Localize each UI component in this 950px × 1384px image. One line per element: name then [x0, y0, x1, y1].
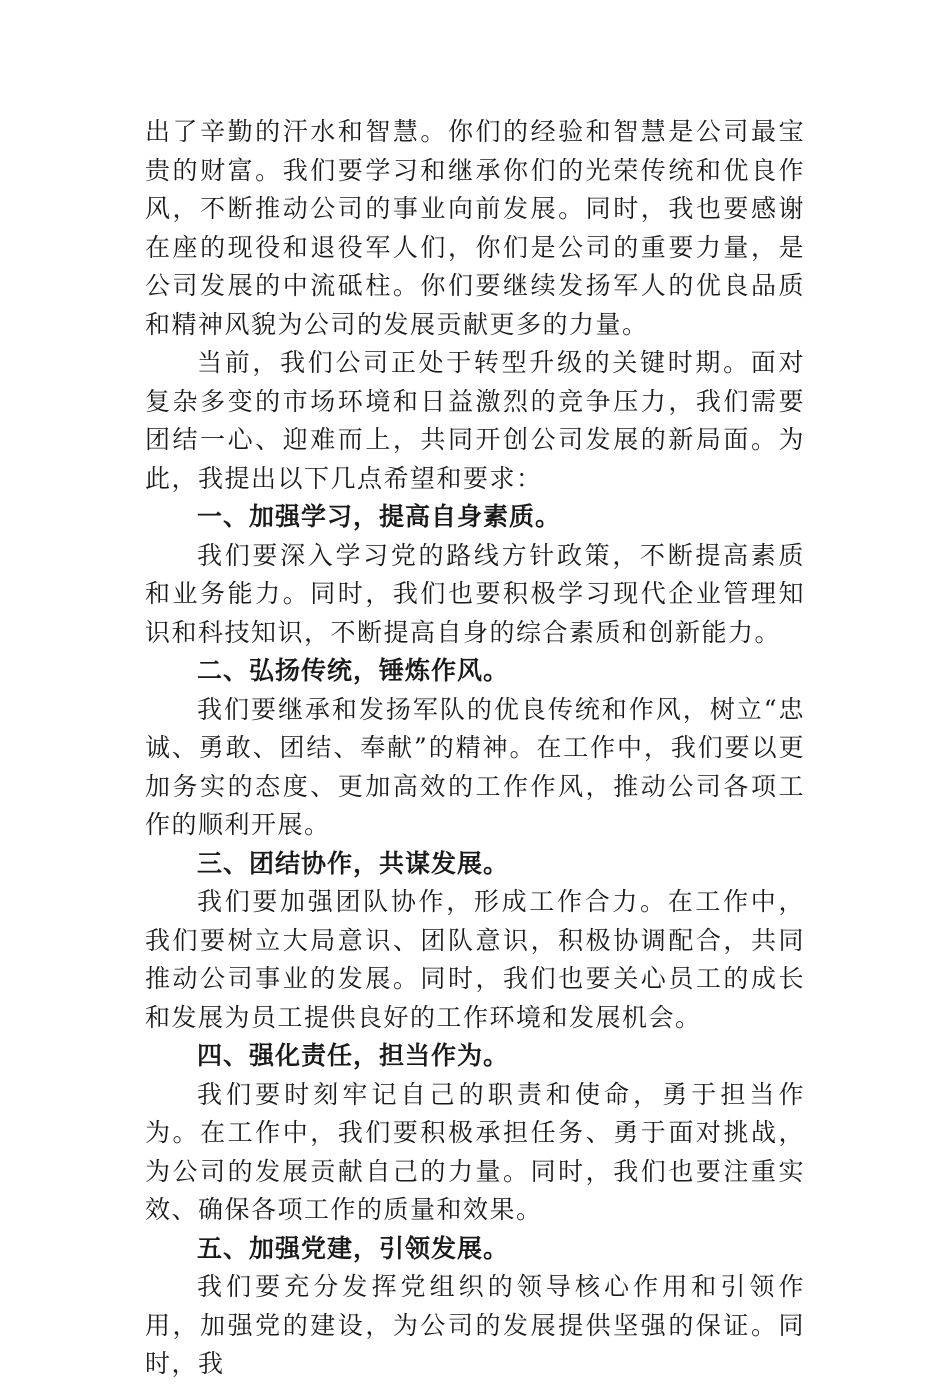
body-paragraph: 我们要时刻牢记自己的职责和使命，勇于担当作为。在工作中，我们要积极承担任务、勇于面对挑战，为公司的发展贡献自己的力量。同时，我们也要注重实效、确保各项工作的质量和效果。: [145, 1079, 805, 1224]
body-paragraph: 我们要加强团队协作，形成工作合力。在工作中，我们要树立大局意识、团队意识，积极协调配合，共同推动公司事业的发展。同时，我们也要关心员工的成长和发展为员工提供良好的工作环境和发展机会。: [145, 887, 805, 1032]
body-paragraph: 我们要深入学习党的路线方针政策，不断提高素质和业务能力。同时，我们也要积极学习现代企业管理知识和科技知识，不断提高自身的综合素质和创新能力。: [145, 540, 805, 647]
body-paragraph: 出了辛勤的汗水和智慧。你们的经验和智慧是公司最宝贵的财富。我们要学习和继承你们的光荣传统和优良作风，不断推动公司的事业向前发展。同时，我也要感谢在座的现役和退役军人们，你们是公司的重要力量，是公司发展的中流砥柱。你们要继续发扬军人的优良品质和精神风貌为公司的发展贡献更多的力量。: [145, 117, 805, 339]
document-page: [145, 113, 805, 1384]
section-heading: 一、加强学习，提高自身素质。: [197, 502, 562, 531]
section-heading: 五、加强党建，引领发展。: [197, 1233, 510, 1263]
body-paragraph: 我们要充分发挥党组织的领导核心作用和引领作用，加强党的建设，为公司的发展提供坚强的保证。同时，我: [145, 1272, 805, 1378]
section-heading: 二、弘扬传统，锤炼作风。: [197, 656, 510, 685]
section-heading: 四、强化责任，担当作为。: [197, 1041, 510, 1070]
body-paragraph: 当前，我们公司正处于转型升级的关键时期。面对复杂多变的市场环境和日益激烈的竞争压力，我们需要团结一心、迎难而上，共同开创公司发展的新局面。为此，我提出以下几点希望和要求：: [145, 348, 805, 493]
section-heading: 三、团结协作，共谋发展。: [197, 848, 510, 878]
body-paragraph: 我们要继承和发扬军队的优良传统和作风，树立“忠诚、勇敢、团结、奉献”的精神。在工作中，我们要以更加务实的态度、更加高效的工作作风，推动公司各项工作的顺利开展。: [145, 694, 805, 839]
